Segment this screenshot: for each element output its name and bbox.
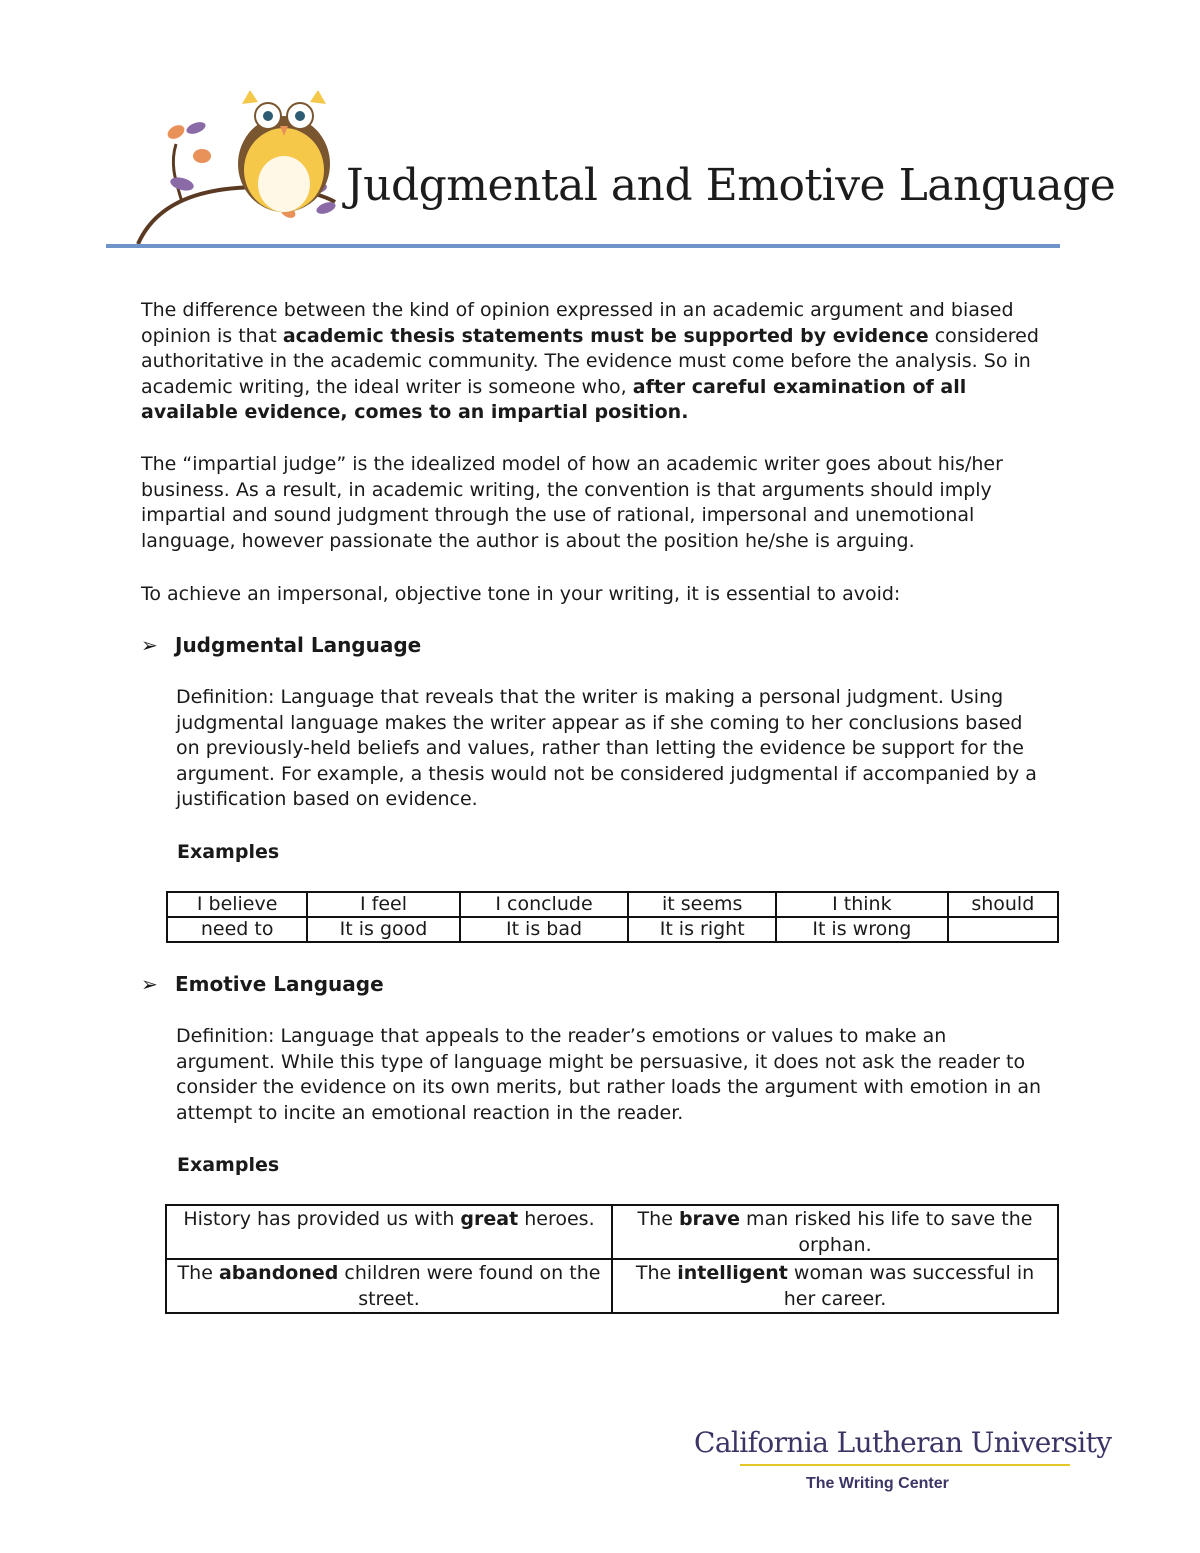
emphasized-text: after careful examination of all available evidence, comes to an impartial position. bbox=[141, 375, 967, 424]
logo-divider bbox=[740, 1464, 1070, 1466]
intro-paragraph-1 bbox=[141, 298, 1051, 426]
table-cell: it seems bbox=[628, 892, 776, 917]
table-cell: need to bbox=[167, 917, 307, 942]
university-logo bbox=[694, 1426, 1112, 1506]
section-heading-judgmental bbox=[141, 633, 421, 657]
text-run: The bbox=[177, 1262, 219, 1284]
table-row bbox=[166, 1259, 1058, 1313]
text-run: History has provided us with bbox=[183, 1208, 461, 1230]
table-row bbox=[167, 917, 1058, 942]
text-run: The difference between the kind of opinion expressed in an academic argument and biased opinion is that bbox=[141, 299, 1014, 347]
emotive-examples-table bbox=[165, 1204, 1059, 1314]
emphasized-text: great bbox=[460, 1208, 519, 1230]
university-name: California Lutheran University bbox=[694, 1426, 1112, 1459]
definition-judgmental: Definition: Language that reveals that the writer is making a personal judgment. Using judgmental language makes the writer appear as if she coming to her conclusions based on previously-held beliefs and values, rather than letting the evidence be support for the argument. For example, a thesis would not be considered judgmental if accompanied by a justification based on evidence. bbox=[176, 686, 1037, 811]
intro-paragraph-3: To achieve an impersonal, objective tone in your writing, it is essential to avoid: bbox=[141, 583, 901, 605]
text-run: children were found on the street. bbox=[338, 1262, 601, 1310]
page-title: Judgmental and Emotive Language bbox=[346, 160, 1116, 211]
table-cell bbox=[948, 917, 1058, 942]
section-heading-emotive bbox=[141, 972, 384, 996]
emphasized-text: abandoned bbox=[218, 1262, 339, 1284]
definition-emotive: Definition: Language that appeals to the reader’s emotions or values to make an argument. While this type of language might be persuasive, it does not ask the reader to consider the evidence on its own merits, but rather loads the argument with emotion in an attempt to incite an emotional reaction in the reader. bbox=[176, 1025, 1042, 1124]
table-cell bbox=[166, 1259, 612, 1313]
table-cell bbox=[612, 1205, 1058, 1259]
table-cell: It is wrong bbox=[776, 917, 948, 942]
text-run: woman was successful in her career. bbox=[783, 1262, 1035, 1310]
table-cell: I believe bbox=[167, 892, 307, 917]
text-run: The bbox=[635, 1262, 678, 1284]
text-run: The bbox=[637, 1208, 679, 1230]
examples-heading: Examples bbox=[177, 841, 280, 863]
table-cell: should bbox=[948, 892, 1058, 917]
section-heading-label: Judgmental Language bbox=[175, 633, 422, 657]
owl-on-branch-icon bbox=[130, 84, 350, 252]
arrow-bullet-icon: ➢ bbox=[141, 972, 158, 996]
table-cell: I conclude bbox=[460, 892, 629, 917]
table-cell bbox=[612, 1259, 1058, 1313]
table-cell: It is bad bbox=[460, 917, 629, 942]
table-cell: It is right bbox=[628, 917, 776, 942]
table-cell bbox=[166, 1205, 612, 1259]
arrow-bullet-icon: ➢ bbox=[141, 633, 158, 657]
table-cell: It is good bbox=[307, 917, 459, 942]
text-run: considered authoritative in the academic community. The evidence must come before the analysis. So in academic writing, the ideal writer is someone who, bbox=[141, 324, 1039, 398]
examples-heading: Examples bbox=[177, 1154, 280, 1176]
text-run: heroes. bbox=[518, 1208, 595, 1230]
table-cell: I think bbox=[776, 892, 948, 917]
emphasized-text: brave bbox=[678, 1208, 741, 1230]
judgmental-examples-table bbox=[166, 891, 1059, 943]
page-header bbox=[0, 0, 1200, 260]
emphasized-text: intelligent bbox=[677, 1262, 788, 1284]
table-cell: I feel bbox=[307, 892, 459, 917]
intro-paragraph-2: The “impartial judge” is the idealized model of how an academic writer goes about his/her business. As a result, in academic writing, the convention is that arguments should imply impartial and sound judgment through the use of rational, impersonal and unemotional language, however passionate the author is about the position he/she is arguing. bbox=[141, 453, 1003, 552]
section-heading-label: Emotive Language bbox=[175, 972, 384, 996]
text-run: man risked his life to save the orphan. bbox=[740, 1208, 1033, 1256]
title-divider bbox=[106, 244, 1060, 248]
table-row bbox=[167, 892, 1058, 917]
writing-center-label: The Writing Center bbox=[806, 1475, 949, 1492]
table-row bbox=[166, 1205, 1058, 1259]
emphasized-text: academic thesis statements must be supported by evidence bbox=[282, 324, 929, 347]
